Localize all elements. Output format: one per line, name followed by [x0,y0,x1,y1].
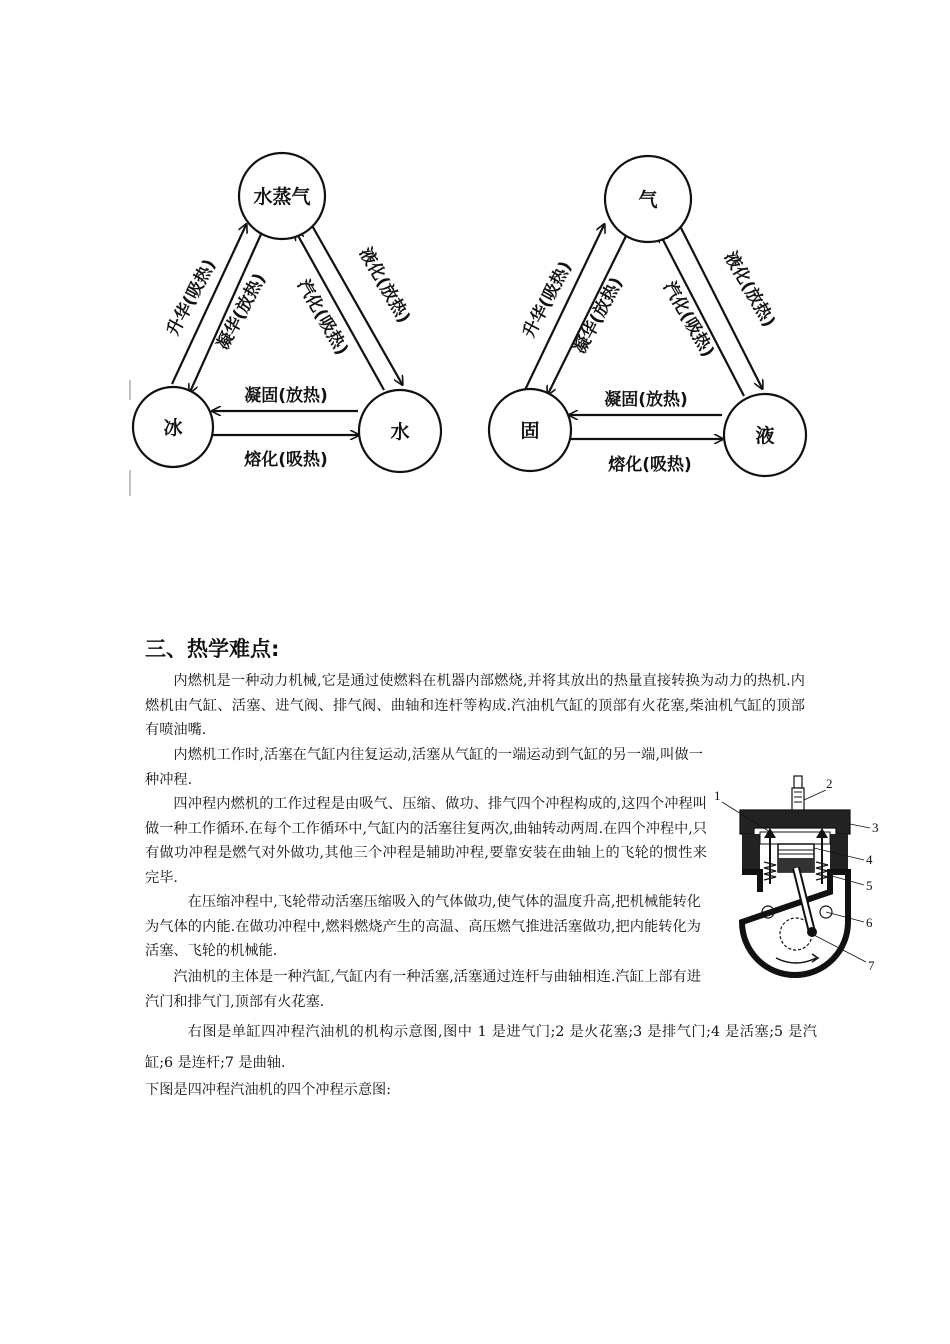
paragraph-figure-caption: 右图是单缸四冲程汽油机的机构示意图,图中 1 是进气门;2 是火花塞;3 是排气门;4 是活塞;5 是汽缸;6 是连杆;7 是曲轴. [145,1024,817,1071]
label-outer-bottom: 熔化(吸热) [608,455,692,475]
engine-label-4: 4 [866,852,873,867]
engine-label-7: 7 [868,958,875,973]
label-outer-right: 液化(放热) [354,244,414,327]
label-inner-bottom: 凝固(放热) [604,390,688,410]
phase-change-diagrams [0,0,950,520]
label-inner-right: 汽化(吸热) [292,276,352,359]
label-inner-left: 凝华(放热) [213,270,271,354]
engine-label-6: 6 [866,915,873,930]
engine-schematic [712,772,892,992]
label-outer-right: 液化(放热) [719,248,779,331]
phase-diagram-left [133,153,441,472]
paragraph-intro: 内燃机是一种动力机械,它是通过使燃料在机器内部燃烧,并将其放出的热量直接转换为动力的热机.内燃机由气缸、活塞、进气阀、排气阀、曲轴和连杆等构成.汽油机气缸的顶部有火花塞,柴油机气缸的顶部有喷油嘴. [145,673,805,738]
paragraph-gasoline-engine: 汽油机的主体是一种汽缸,气缸内有一种活塞,活塞通过连杆与曲轴相连.汽缸上部有进汽门和排气门,顶部有火花塞. [145,969,701,1010]
section-title: 三、热学难点: [145,637,280,661]
engine-label-2: 2 [826,776,833,791]
engine-label-1: 1 [714,788,721,803]
node-label-left: 固 [520,420,540,442]
node-label-top: 水蒸气 [253,186,311,208]
node-label-right: 液 [755,425,775,447]
phase-diagram-right [489,156,806,476]
node-label-left: 冰 [163,417,183,439]
label-inner-bottom: 凝固(放热) [244,386,328,406]
label-outer-bottom: 熔化(吸热) [244,450,328,470]
label-outer-left: 升华(吸热) [163,256,221,340]
paragraph-stroke: 内燃机工作时,活塞在气缸内往复运动,活塞从气缸的一端运动到气缸的另一端,叫做一种冲程. [145,747,703,788]
node-label-top: 气 [638,189,658,211]
node-label-right: 水 [390,421,410,443]
label-outer-left: 升华(吸热) [519,258,577,342]
label-inner-right: 汽化(吸热) [658,278,718,361]
engine-label-5: 5 [866,878,873,893]
paragraph-four-strokes-intro: 下图是四冲程汽油机的四个冲程示意图: [145,1082,391,1098]
paragraph-compression: 在压缩冲程中,飞轮带动活塞压缩吸入的气体做功,使气体的温度升高,把机械能转化为气体的内能.在做功冲程中,燃料燃烧产生的高温、高压燃气推进活塞做功,把内能转化为活塞、飞轮的机械能. [145,894,701,959]
paragraph-four-stroke: 四冲程内燃机的工作过程是由吸气、压缩、做功、排气四个冲程构成的,这四个冲程叫做一种工作循环.在每个工作循环中,气缸内的活塞往复两次,曲轴转动两周.在四个冲程中,只有做功冲程是燃气对外做功,其他三个冲程是辅助冲程,要靠安装在曲轴上的飞轮的惯性来完毕. [145,796,707,886]
engine-label-3: 3 [872,820,879,835]
label-inner-left: 凝华(放热) [570,274,628,358]
